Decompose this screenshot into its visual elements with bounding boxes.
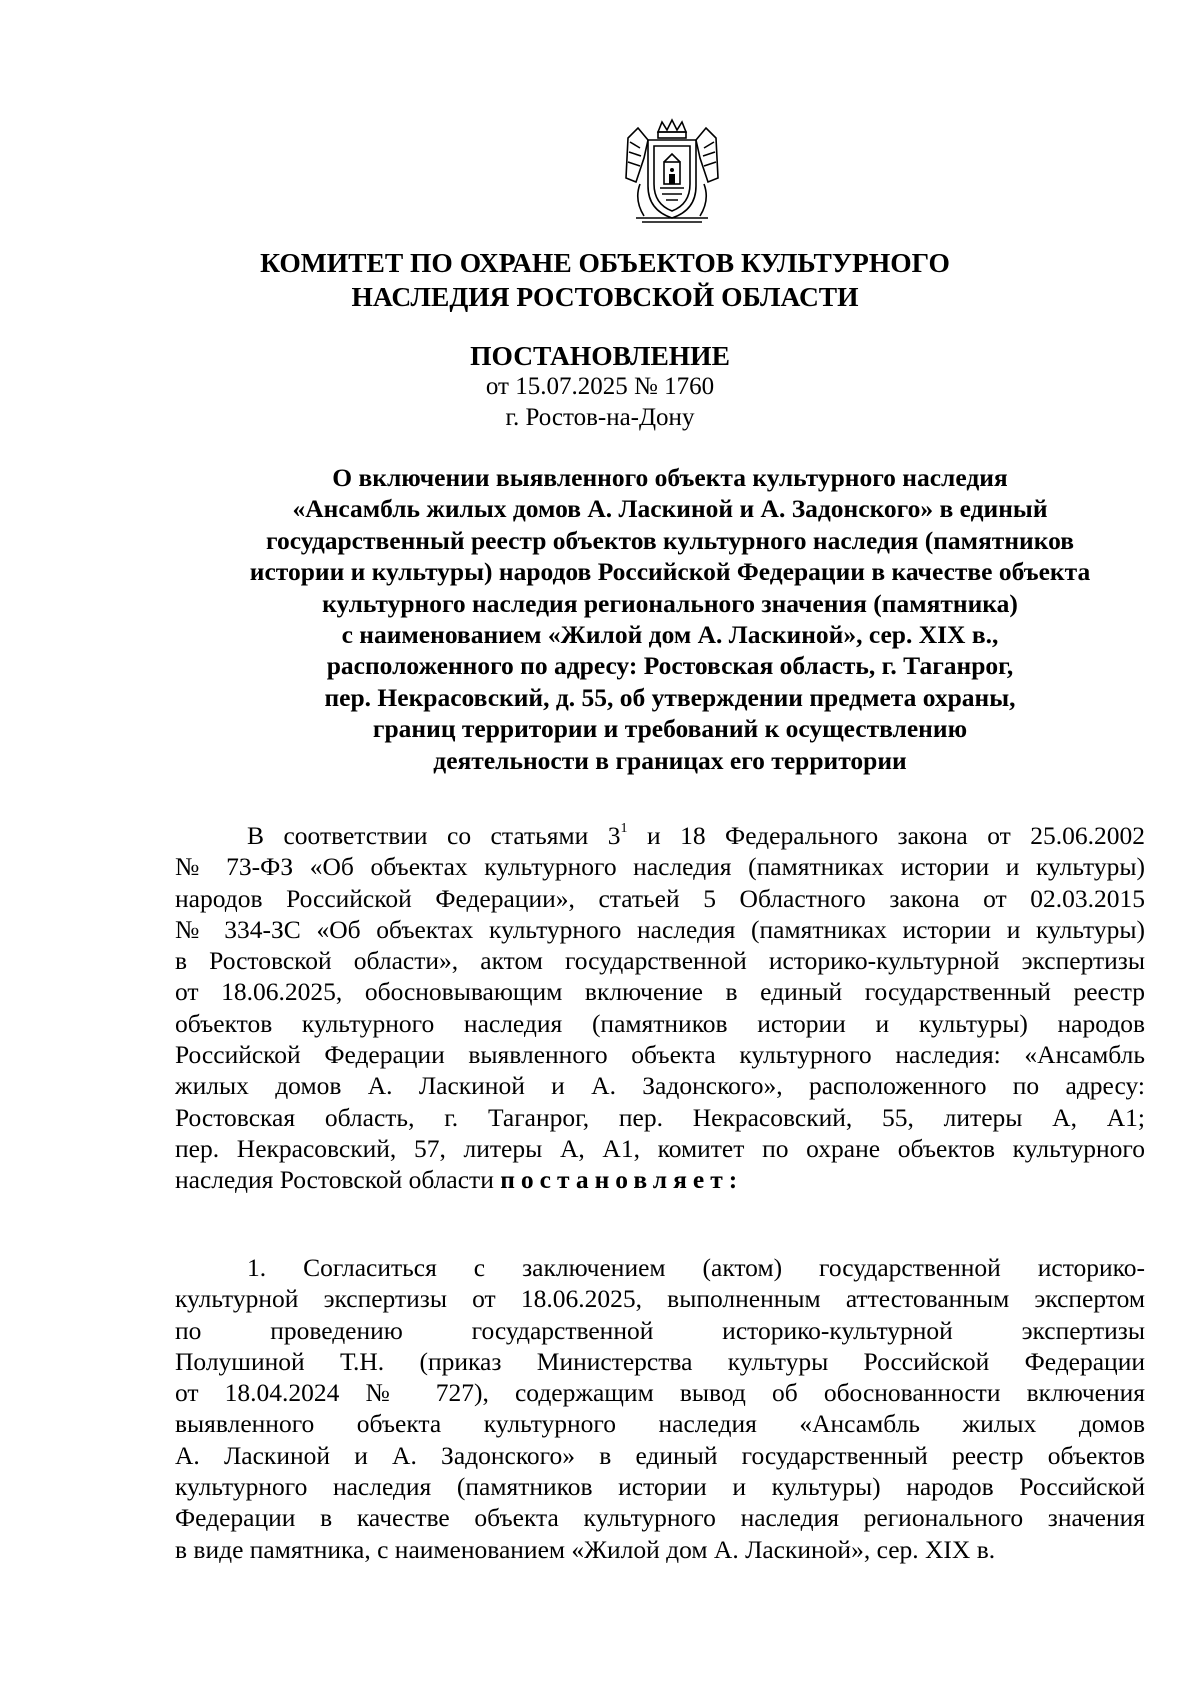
item-line: культурной экспертизы от 18.06.2025, выполненным аттестованным экспертом [175,1284,1145,1314]
preamble-last-line [175,1164,1145,1195]
subject-line: с наименованием «Жилой дом А. Ласкиной», сер. XIX в., [341,620,999,650]
preamble-line: пер. Некрасовский, 57, литеры А, А1, комитет по охране объектов культурного [175,1133,1145,1163]
document-type: ПОСТАНОВЛЕНИЕ [470,340,730,371]
preamble-text: В соответствии со статьями 3 [247,821,621,850]
subject-line: расположенного по адресу: Ростовская область, г. Таганрог, [326,651,1014,681]
preamble-line: объектов культурного наследия (памятников истории и культуры) народов [175,1008,1145,1038]
coat-of-arms-icon [620,118,724,226]
org-line-1: КОМИТЕТ ПО ОХРАНЕ ОБЪЕКТОВ КУЛЬТУРНОГО [260,247,950,278]
preamble-line: от 18.06.2025, обосновывающим включение в единый государственный реестр [175,977,1145,1007]
preamble-line-1 [175,820,1145,851]
preamble-line: жилых домов А. Ласкиной и А. Задонского», расположенного по адресу: [175,1071,1145,1101]
item-line: в виде памятника, с наименованием «Жилой дом А. Ласкиной», сер. XIX в. [175,1534,996,1564]
organization-name [0,246,1200,314]
city: г. Ростов-на-Дону [505,404,695,431]
preamble-line: Ростовская область, г. Таганрог, пер. Некрасовский, 55, литеры А, А1; [175,1102,1145,1132]
item-line: Полушиной Т.Н. (приказ Министерства культуры Российской Федерации [175,1346,1145,1376]
decree-word: постановляет: [500,1165,744,1195]
item-line: по проведению государственной историко-культурной экспертизы [175,1315,1145,1345]
item-line: выявленного объекта культурного наследия «Ансамбль жилых домов [175,1409,1145,1439]
date-number: от 15.07.2025 № 1760 [485,373,715,400]
preamble-paragraph [175,820,1145,1196]
subject-line: истории и культуры) народов Российской Федерации в качестве объекта [249,557,1091,587]
subject-line: «Ансамбль жилых домов А. Ласкиной и А. Задонского» в единый [292,494,1048,524]
preamble-text: наследия Ростовской области [175,1165,501,1195]
subject-line: О включении выявленного объекта культурного наследия [332,463,1008,492]
article-superscript: 1 [620,821,628,836]
subject-line: государственный реестр объектов культурного наследия (памятников [266,525,1074,555]
item-1-paragraph [175,1252,1145,1565]
preamble-line: народов Российской Федерации», статьей 5 Областного закона от 02.03.2015 [175,883,1145,913]
item-line: 1. Согласиться с заключением (актом) государственной историко- [247,1253,1145,1282]
preamble-text: и 18 Федерального закона от 25.06.2002 [627,821,1145,850]
item-line: от 18.04.2024 № 727), содержащим вывод об обоснованности включения [175,1378,1145,1408]
item-line: культурного наследия (памятников истории и культуры) народов Российской [175,1472,1145,1502]
subject-line: культурного наследия регионального значения (памятника) [322,588,1018,618]
preamble-line: в Ростовской области», актом государственной историко-культурной экспертизы [175,946,1145,976]
document-subject [190,462,1150,776]
preamble-line: № 334-ЗС «Об объектах культурного наследия (памятниках истории и культуры) [175,914,1145,944]
preamble-line: № 73-ФЗ «Об объектах культурного наследия (памятниках истории и культуры) [175,852,1145,882]
subject-line: пер. Некрасовский, д. 55, об утверждении предмета охраны, [324,682,1016,712]
subject-line: границ территории и требований к осуществлению [372,714,968,744]
item-line: Федерации в качестве объекта культурного наследия регионального значения [175,1503,1145,1533]
preamble-line: Российской Федерации выявленного объекта культурного наследия: «Ансамбль [175,1040,1145,1070]
item-line: А. Ласкиной и А. Задонского» в единый государственный реестр объектов [175,1440,1145,1470]
subject-line: деятельности в границах его территории [433,745,907,775]
org-line-2: НАСЛЕДИЯ РОСТОВСКОЙ ОБЛАСТИ [351,281,859,312]
